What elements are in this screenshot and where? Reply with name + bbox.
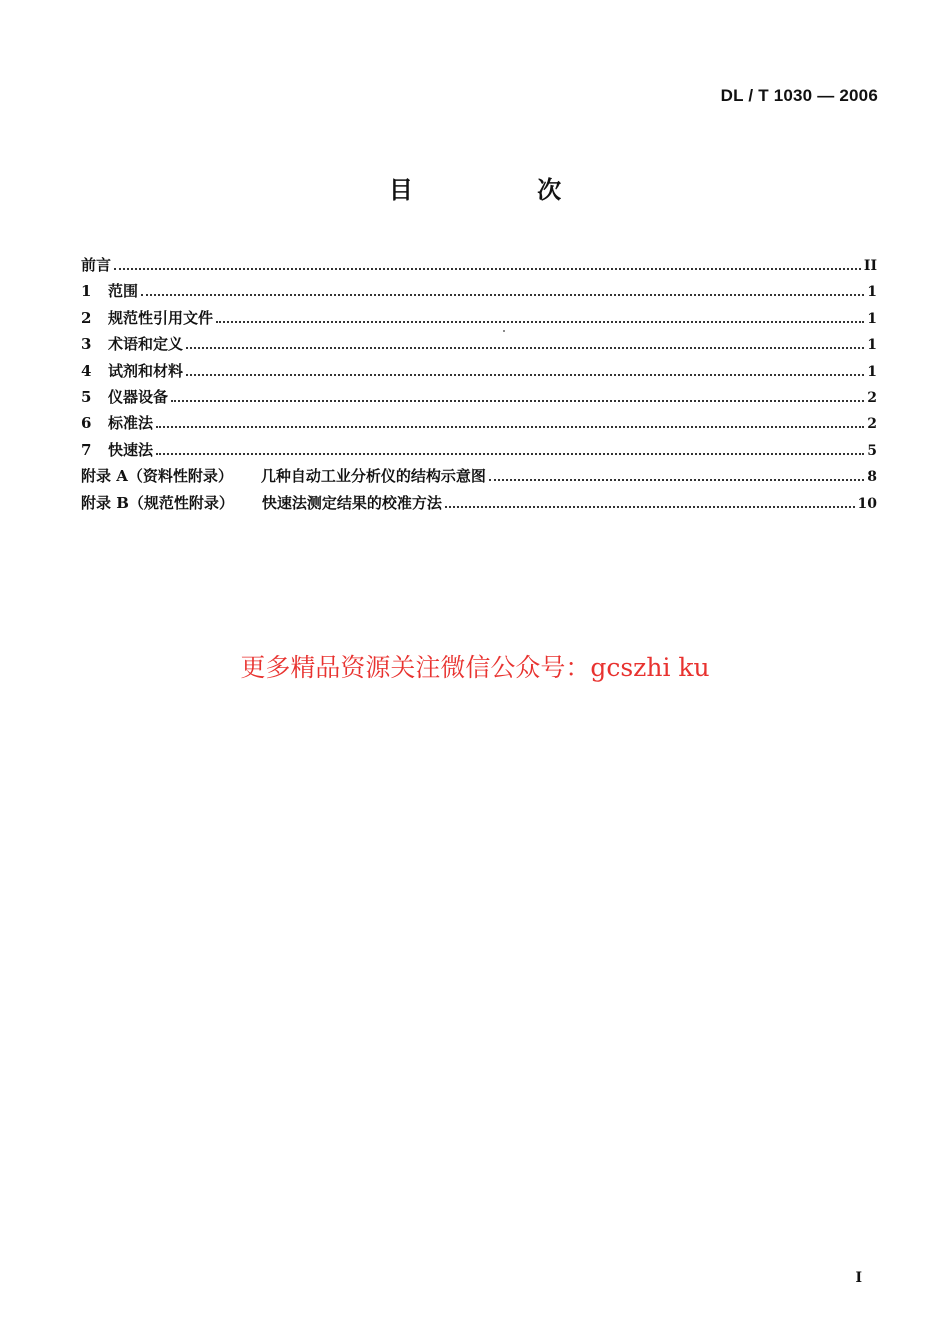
toc-entry-appendix-b[interactable] xyxy=(81,492,877,518)
toc-leader-dots xyxy=(216,320,864,323)
toc-entry-label xyxy=(81,492,442,513)
toc-entry-label: 试剂和材料 xyxy=(108,361,184,380)
toc-entry-4[interactable] xyxy=(81,360,877,386)
toc-leader-dots xyxy=(171,399,864,402)
toc-leader-dots xyxy=(186,346,864,349)
document-code: DL / T 1030 — 2006 xyxy=(720,86,878,105)
toc-entry-number: 6 xyxy=(81,414,92,433)
toc-leader-dots xyxy=(141,293,864,296)
table-of-contents xyxy=(81,254,877,518)
toc-entry-page: 1 xyxy=(867,284,877,301)
toc-leader-dots xyxy=(156,425,864,428)
toc-entry-label: 规范性引用文件 xyxy=(108,308,214,327)
toc-entry-page: II xyxy=(863,258,877,274)
toc-entry-number: 7 xyxy=(81,440,92,459)
appendix-title: 几种自动工业分析仪的结构示意图 xyxy=(260,467,486,486)
toc-entry-page: 1 xyxy=(867,337,877,354)
toc-leader-dots xyxy=(489,478,864,481)
toc-entry-label: 范围 xyxy=(108,282,139,301)
toc-entry-page: 8 xyxy=(867,469,877,486)
toc-entry-page: 10 xyxy=(857,495,877,512)
toc-entry-7[interactable] xyxy=(81,439,877,465)
toc-entry-page: 2 xyxy=(867,389,877,406)
toc-entry-label: 术语和定义 xyxy=(108,335,184,354)
toc-entry-number: 5 xyxy=(81,387,92,406)
toc-entry-page: 1 xyxy=(867,363,877,380)
page-number: I xyxy=(855,1270,862,1286)
appendix-title: 快速法测定结果的校准方法 xyxy=(261,493,442,512)
appendix-label: 附录 A（资料性附录） xyxy=(81,467,233,486)
toc-entry-5[interactable] xyxy=(81,386,877,412)
toc-entry-1[interactable] xyxy=(81,280,877,306)
scan-speck xyxy=(503,330,505,332)
toc-entry-2[interactable] xyxy=(81,307,877,333)
toc-entry-number: 2 xyxy=(81,308,92,327)
toc-entry-label: 前言 xyxy=(81,256,112,274)
toc-leader-dots xyxy=(156,452,864,455)
promo-text: 更多精品资源关注微信公众号：gcszhi ku xyxy=(240,653,710,682)
toc-entry-label: 仪器设备 xyxy=(108,387,169,406)
toc-entry-appendix-a[interactable] xyxy=(81,465,877,491)
toc-entry-foreword[interactable] xyxy=(81,254,877,280)
toc-entry-6[interactable] xyxy=(81,412,877,438)
toc-leader-dots xyxy=(186,373,864,376)
toc-entry-page: 5 xyxy=(867,442,877,459)
toc-leader-dots xyxy=(445,505,855,508)
toc-entry-label: 快速法 xyxy=(108,440,154,459)
toc-entry-number: 3 xyxy=(81,335,92,354)
toc-entry-3[interactable] xyxy=(81,333,877,359)
toc-entry-page: 2 xyxy=(867,416,877,433)
toc-leader-dots xyxy=(114,267,861,270)
toc-entry-label: 标准法 xyxy=(108,414,154,433)
page-title: 目 次 xyxy=(388,176,620,204)
appendix-label: 附录 B（规范性附录） xyxy=(81,493,234,512)
toc-entry-number: 1 xyxy=(81,282,92,301)
toc-entry-page: 1 xyxy=(867,310,877,327)
toc-entry-label xyxy=(81,465,486,486)
toc-entry-number: 4 xyxy=(81,361,92,380)
